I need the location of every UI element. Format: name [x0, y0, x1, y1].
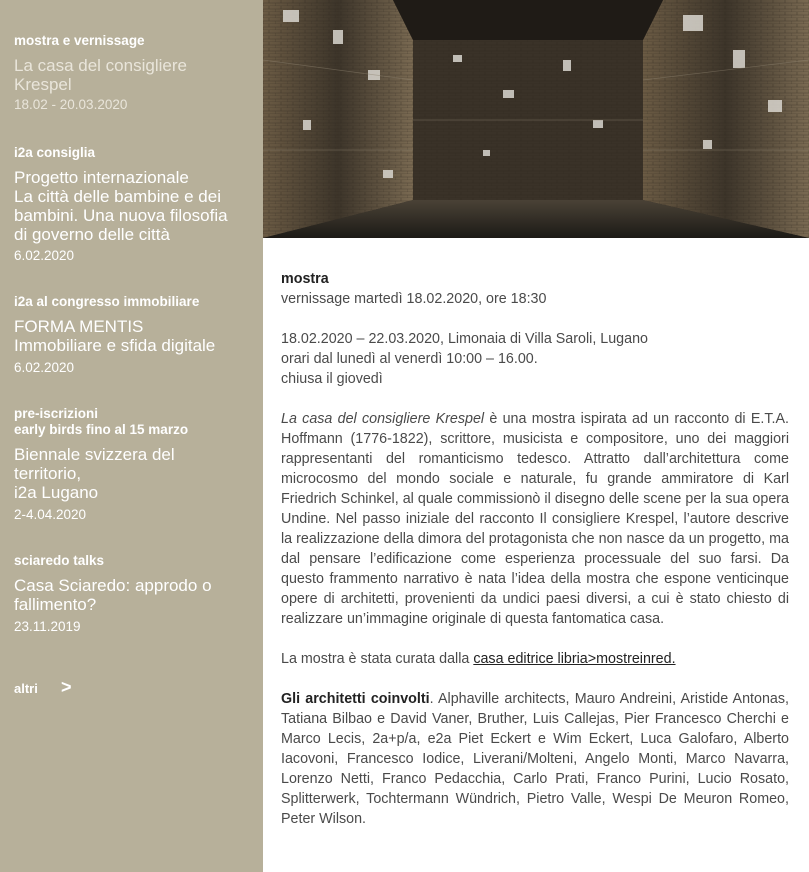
description-text: è una mostra ispirata ad un racconto di E.T.A. Hoffmann (1776-1822), scrittore, musicista e compositore, uno dei maggiori rappresentanti del romanticismo tedesco. Attratto dall’architettura come microcosmo del mondo sociale e naturale, fu grande ammiratore di Karl Friedrich Schinkel, al quale commissionò il disegno delle scene per la sua opera Undine. Nel passo iniziale del racconto Il consigliere Krespel, l’autore descrive la realizzazione della dimora del protagonista che non nasce da un progetto, ma dal pensare l’edificazione come esperienza processuale del suo farsi. Da questo frammento narrativo è nata l’idea della mostra che espone venticinque opere di architetti, provenienti da undici paesi diversi, a cui è stato chiesto di realizzare un’immagine originale di questa fantomatica casa.: [281, 411, 789, 627]
architects-label: Gli architetti coinvolti: [281, 691, 430, 707]
sidebar-item-date: 2-4.04.2020: [14, 507, 87, 522]
sidebar-item-title[interactable]: [14, 56, 187, 94]
sidebar-item-title[interactable]: [14, 576, 212, 614]
exhibition-dates: 18.02.2020 – 22.03.2020, Limonaia di Villa Saroli, Lugano: [281, 331, 648, 347]
sidebar-category[interactable]: mostra e vernissage: [14, 33, 145, 48]
category-line: early birds fino al 15 marzo: [14, 422, 189, 437]
vernissage-info: vernissage martedì 18.02.2020, ore 18:30: [281, 291, 547, 307]
title-line: Biennale svizzera del: [14, 445, 175, 464]
title-line: FORMA MENTIS: [14, 317, 144, 336]
sidebar-category[interactable]: i2a al congresso immobiliare: [14, 294, 200, 309]
exhibition-closed-day: chiusa il giovedì: [281, 371, 383, 387]
exhibition-content: [281, 269, 789, 829]
curated-prefix: La mostra è stata curata dalla: [281, 651, 474, 667]
exhibition-artwork-image: [263, 0, 809, 238]
more-arrow-icon[interactable]: >: [61, 677, 72, 697]
exhibition-description: [281, 409, 789, 629]
sidebar-category[interactable]: [14, 406, 188, 438]
architects-names: . Alphaville architects, Mauro Andreini, Aristide Antonas, Tatiana Bilbao e David Vaner, Bruther, Luis Callejas, Pier Francesco Cherchi e Marco Lecis, 2a+p/a, e2a Piet Eckert e Wim Eckert, Luca Galofaro, Alberto Iacovoni, Francesco Iodice, Liverani/Molteni, Angelo Monti, Marco Navarra, Lorenzo Netti, Franco Pedacchia, Carlo Prati, Franco Purini, Lucio Rosato, Splitterwerk, Tochtermann Wündrich, Pietro Valle, Wespi De Meuron Romeo, Peter Wilson.: [281, 691, 789, 827]
category-line: pre-iscrizioni: [14, 406, 99, 421]
architects-list: [281, 689, 789, 829]
exhibition-hours: orari dal lunedì al venerdì 10:00 – 16.00.: [281, 351, 538, 367]
sidebar-item-title[interactable]: [14, 445, 175, 502]
publisher-link[interactable]: casa editrice libria>mostreinred.: [473, 651, 676, 667]
title-line: territorio,: [14, 464, 82, 483]
title-line: Casa Sciaredo: approdo o: [14, 576, 212, 595]
curated-by: [281, 649, 789, 669]
sidebar-category[interactable]: i2a consiglia: [14, 145, 96, 160]
title-line: i2a Lugano: [14, 483, 99, 502]
content-heading: mostra: [281, 271, 329, 287]
sidebar-item-date: 18.02 - 20.03.2020: [14, 97, 128, 112]
title-line: La città delle bambine e dei: [14, 187, 221, 206]
sidebar-category[interactable]: sciaredo talks: [14, 553, 105, 568]
title-line: Krespel: [14, 75, 72, 94]
sidebar-item-title[interactable]: [14, 168, 228, 244]
title-line: fallimento?: [14, 595, 97, 614]
title-line: di governo delle città: [14, 225, 170, 244]
title-line: Immobiliare e sfida digitale: [14, 336, 216, 355]
title-line: Progetto internazionale: [14, 168, 189, 187]
title-line: La casa del consigliere: [14, 56, 187, 75]
more-link[interactable]: altri: [14, 681, 38, 696]
sidebar-item-title[interactable]: [14, 317, 215, 355]
sidebar-item-date: 6.02.2020: [14, 248, 75, 263]
description-title: La casa del consigliere Krespel: [281, 411, 485, 427]
sidebar: [0, 0, 263, 872]
sidebar-item-date: 6.02.2020: [14, 360, 75, 375]
sidebar-item-date: 23.11.2019: [14, 619, 81, 634]
title-line: bambini. Una nuova filosofia: [14, 206, 228, 225]
exhibition-image: [263, 0, 809, 238]
